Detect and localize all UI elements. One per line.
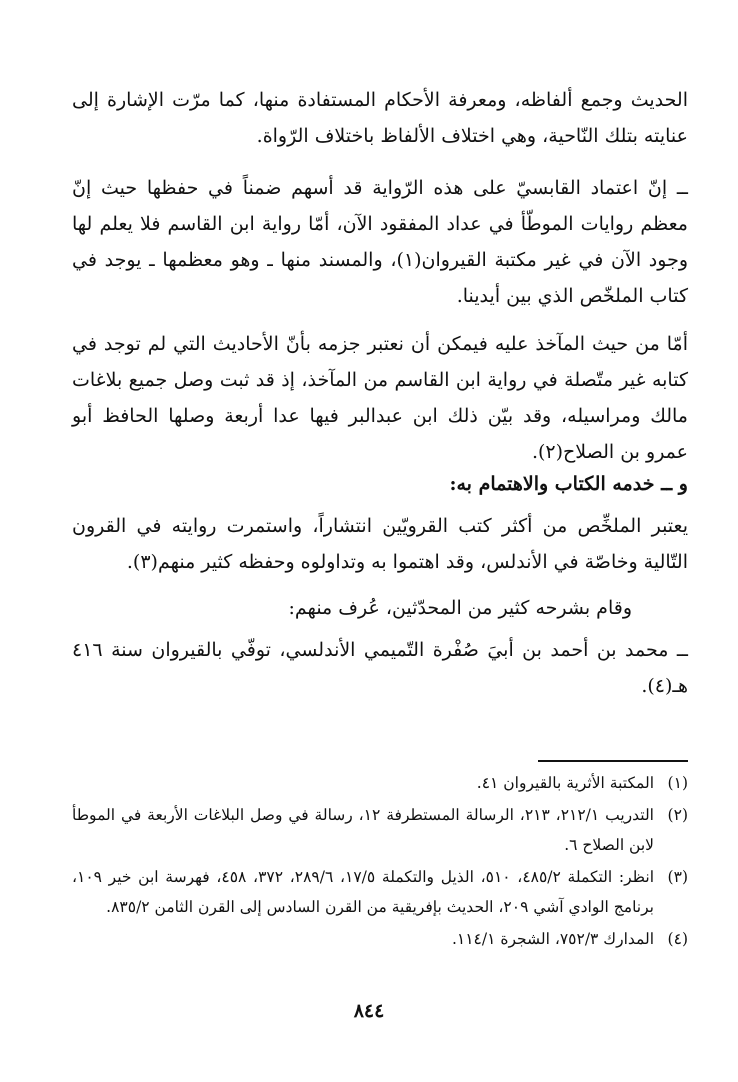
footnote-text: المكتبة الأثرية بالقيروان ٤١. xyxy=(476,774,654,792)
paragraph-1: الحديث وجمع ألفاظه، ومعرفة الأحكام المستفادة منها، كما مرّت الإشارة إلى عنايته بتلك النّاحية، وهي اختلاف الألفاظ باختلاف الرّواة. xyxy=(72,89,688,147)
paragraph-2: ــ إنّ اعتماد القابسيّ على هذه الرّواية قد أسهم ضمناً في حفظها حيث إنّ معظم روايات الموطّأ في عداد المفقود الآن، أمّا رواية ابن القاسم فلا يعلم لها وجود الآن في غير مكتبة القيروان(١)، والمسند منها ـ وهو معظمها ـ يوجد في كتاب الملخّص الذي بين أيدينا. xyxy=(72,177,688,307)
footnote-text: التدريب ٢١٢/١، ٢١٣، الرسالة المستطرفة ١٢، رسالة في وصل البلاغات الأربعة في الموطأ لابن الصلاح ٦. xyxy=(72,806,654,854)
footnote-number: (٢) xyxy=(667,806,688,824)
section-heading: و ــ خدمه الكتاب والاهتمام به: xyxy=(449,473,688,495)
paragraph-6: ــ محمد بن أحمد بن أبيَ صُفْرة التّميمي الأندلسي، توفّي بالقيروان سنة ٤١٦ هـ(٤). xyxy=(72,639,688,697)
paragraph-3: أمّا من حيث المآخذ عليه فيمكن أن نعتبر جزمه بأنّ الأحاديث التي لم توجد في كتابه غير متّصلة في رواية ابن القاسم من المآخذ، إذ قد ثبت وصل جميع بلاغات مالك ومراسيله، وقد بيّن ذلك ابن عبدالبر فيها عدا أربعة وصلها الحافظ أبو عمرو بن الصلاح(٢). xyxy=(72,333,688,463)
paragraph-5: وقام بشرحه كثير من المحدّثين، عُرف منهم: xyxy=(288,597,632,619)
footnote-1 xyxy=(72,768,688,798)
page-number: ٨٤٤ xyxy=(353,1000,385,1022)
footnote-4 xyxy=(72,924,688,954)
paragraph-4: يعتبر الملخِّص من أكثر كتب القرويّين انتشاراً، واستمرت روايته في القرون التّالية وخاصّة في الأندلس، وقد اهتموا به وتداولوه وحفظه كثير منهم(٣). xyxy=(72,515,688,573)
footnote-text: انظر: التكملة ٤٨٥/٢، ٥١٠، الذيل والتكملة ١٧/٥، ٢٨٩/٦، ٣٧٢، ٤٥٨، فهرسة ابن خير ١٠٩، برنامج الوادي آشي ٢٠٩، الحديث بإفريقية من القرن السادس إلى القرن الثامن ٨٣٥/٢. xyxy=(72,868,655,916)
footnote-number: (٤) xyxy=(667,930,688,948)
footnote-3 xyxy=(72,862,688,922)
footnote-number: (٣) xyxy=(667,868,688,886)
footnote-number: (١) xyxy=(667,774,688,792)
footnote-divider xyxy=(538,760,688,762)
footnote-text: المدارك ٧٥٢/٣، الشجرة ١١٤/١. xyxy=(451,930,654,948)
footnote-2 xyxy=(72,800,688,860)
footnotes xyxy=(72,768,688,956)
